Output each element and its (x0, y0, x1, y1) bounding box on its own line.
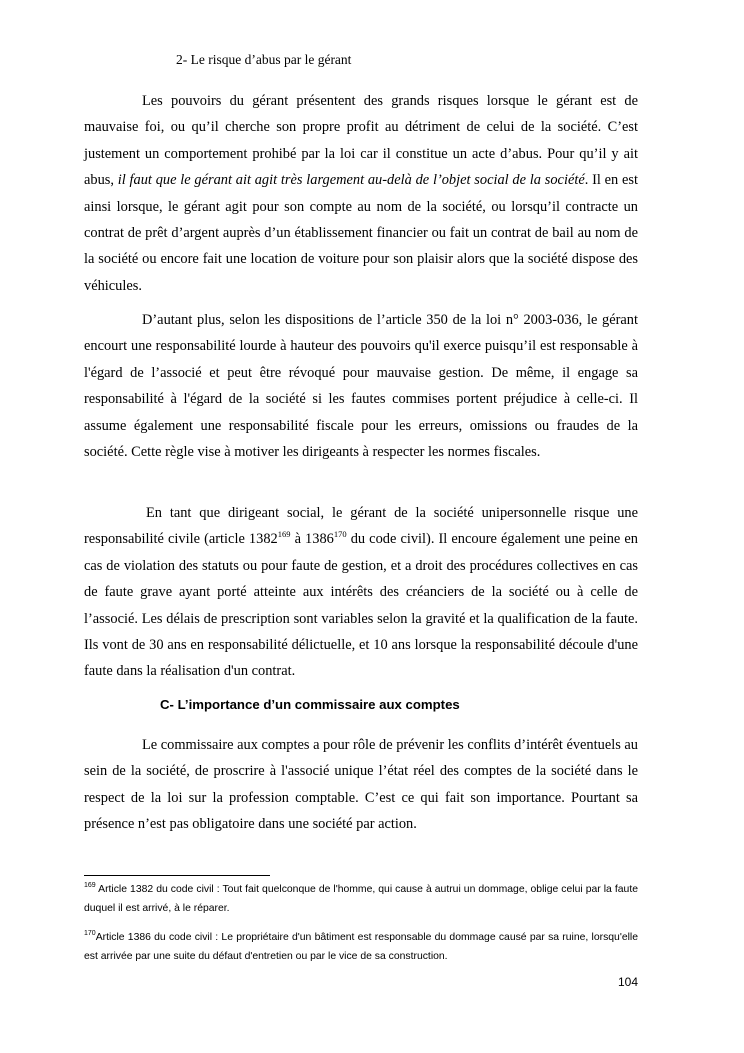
footnote-text: Article 1382 du code civil : Tout fait quelconque de l'homme, qui cause à autrui un dommage, oblige celui par la faute duquel il est arrivé, à le réparer. (84, 884, 638, 914)
paragraph-text: En tant que dirigeant social, le gérant de la société unipersonnelle risque une responsabilité civile (article 1382 (84, 505, 638, 548)
paragraph-text: Le commissaire aux comptes a pour rôle de prévenir les conflits d’intérêt éventuels au sein de la société, de proscrire à l'associé unique l’état réel des comptes de la société dans le respect de la loi sur la profession comptable. C’est ce qui fait son importance. Pourtant sa présence n’est pas obligatoire dans une société par action. (84, 737, 638, 833)
section-heading: 2- Le risque d’abus par le gérant (176, 52, 352, 67)
footnote-170 (84, 929, 638, 966)
italic-quote: il faut que le gérant ait agit très largement au-delà de l’objet social de la société (117, 172, 585, 189)
footnote-ref-170[interactable]: 170 (333, 529, 347, 540)
footnote-ref-169[interactable]: 169 (277, 529, 291, 540)
footnote-169 (84, 881, 638, 918)
paragraph-auditor (84, 732, 638, 838)
paragraph-abuse-risk (84, 88, 638, 299)
footnote-number: 170 (84, 930, 96, 937)
section-heading-c: C- L’importance d’un commissaire aux comptes (160, 697, 460, 712)
paragraph-text: D’autant plus, selon les dispositions de l’article 350 de la loi n° 2003-036, le gérant encourt une responsabilité lourde à hauteur des pouvoirs qu'il exerce puisqu’il est responsable à l'égard de l’associé et peut être révoqué pour mauvaise gestion. De même, il engage sa responsabilité à l'égard de la société si les fautes commises portent préjudice à celle-ci. Il assume également une responsabilité fiscale pour les erreurs, omissions ou fraudes de la société. Cette règle vise à motiver les dirigeants à respecter les normes fiscales. (84, 312, 638, 461)
paragraph-text: du code civil). Il encoure également une peine en cas de violation des statuts ou pour faute de gestion, et a droit des procédures collectives en cas de faute grave ayant porté atteinte aux intérêts des créanciers de la société ou à celle de l’associé. Les délais de prescription sont variables selon la gravité et la qualification de la faute. Ils vont de 30 ans en responsabilité délictuelle, et 10 ans lorsque la responsabilité découle d'une faute dans la réalisation d'un contrat. (84, 531, 638, 680)
paragraph-liability (84, 307, 638, 465)
footnote-separator (84, 875, 270, 876)
page-number: 104 (617, 975, 638, 989)
paragraph-text: . Il en est ainsi lorsque, le gérant agit pour son compte au nom de la société, ou lorsqu’il contracte un contrat de prêt d’argent auprès d’un établissement financier ou fait un contrat de bail au nom de la société ou encore fait une location de voiture pour son plaisir alors que la société dispose des véhicules. (84, 172, 639, 294)
paragraph-civil-liability (84, 500, 638, 685)
paragraph-text: Les pouvoirs du gérant présentent des grands risques lorsque le gérant est de mauvaise foi, ou qu’il cherche son propre profit au détriment de celui de la société. C’est justement un comportement prohibé par la loi car il constitue un acte d’abus. Pour qu’il y ait abus, (84, 93, 638, 189)
footnote-number: 169 (84, 882, 96, 889)
paragraph-text: à 1386 (290, 531, 334, 548)
footnote-text: Article 1386 du code civil : Le propriétaire d'un bâtiment est responsable du dommage causé par sa ruine, lorsqu'elle est arrivée par une suite du défaut d'entretien ou par le vice de sa construction. (84, 932, 638, 962)
